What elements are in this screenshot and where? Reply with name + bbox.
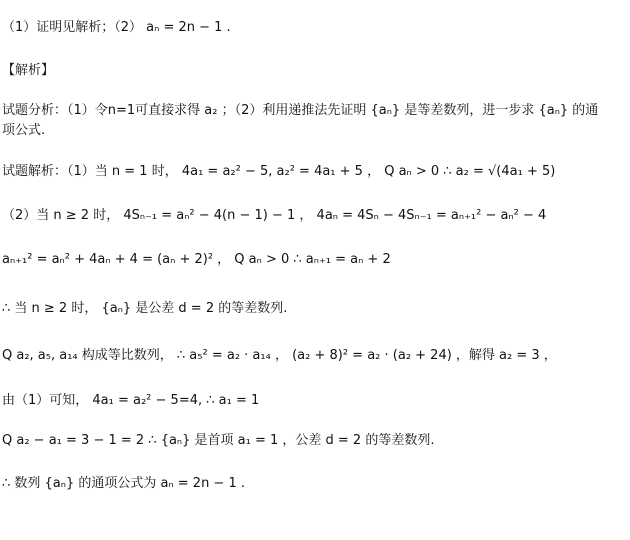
- solution-step-4: ∴ 当 n ≥ 2 时， {aₙ} 是公差 d = 2 的等差数列.: [2, 301, 288, 316]
- solution-step-7: Q a₂ − a₁ = 3 − 1 = 2 ∴ {aₙ} 是首项 a₁ = 1 ，公差 d = 2 的等差数列.: [2, 433, 435, 448]
- solution-step-5: Q a₂, a₅, a₁₄ 构成等比数列， ∴ a₅² = a₂ · a₁₄ ， (a₂ + 8)² = a₂ · (a₂ + 24) ，解得 a₂ = 3 ，: [2, 348, 557, 363]
- analysis-heading: 【解析】: [2, 63, 55, 78]
- solution-step-6: 由（1）可知， 4a₁ = a₂² − 5=4, ∴ a₁ = 1: [2, 393, 260, 408]
- analysis-text-line-2: 项公式.: [2, 123, 46, 138]
- conclusion-line: ∴ 数列 {aₙ} 的通项公式为 aₙ = 2n − 1 .: [2, 476, 245, 491]
- solution-step-1: 试题解析：（1）当 n = 1 时， 4a₁ = a₂² − 5, a₂² = 4a₁ + 5 ， Q aₙ > 0 ∴ a₂ = √(4a₁ + 5): [2, 164, 556, 179]
- answer-line: （1）证明见解析；（2） aₙ = 2n − 1 .: [2, 20, 231, 35]
- solution-step-3: aₙ₊₁² = aₙ² + 4aₙ + 4 = (aₙ + 2)² ， Q aₙ > 0 ∴ aₙ₊₁ = aₙ + 2: [2, 252, 391, 267]
- solution-step-2: （2）当 n ≥ 2 时， 4Sₙ₋₁ = aₙ² − 4(n − 1) − 1 ， 4aₙ = 4Sₙ − 4Sₙ₋₁ = aₙ₊₁² − aₙ² − 4: [2, 208, 547, 223]
- analysis-text-line-1: 试题分析：（1）令n=1可直接求得 a₂ ；（2）利用递推法先证明 {aₙ} 是等差数列，进一步求 {aₙ} 的通: [2, 103, 599, 118]
